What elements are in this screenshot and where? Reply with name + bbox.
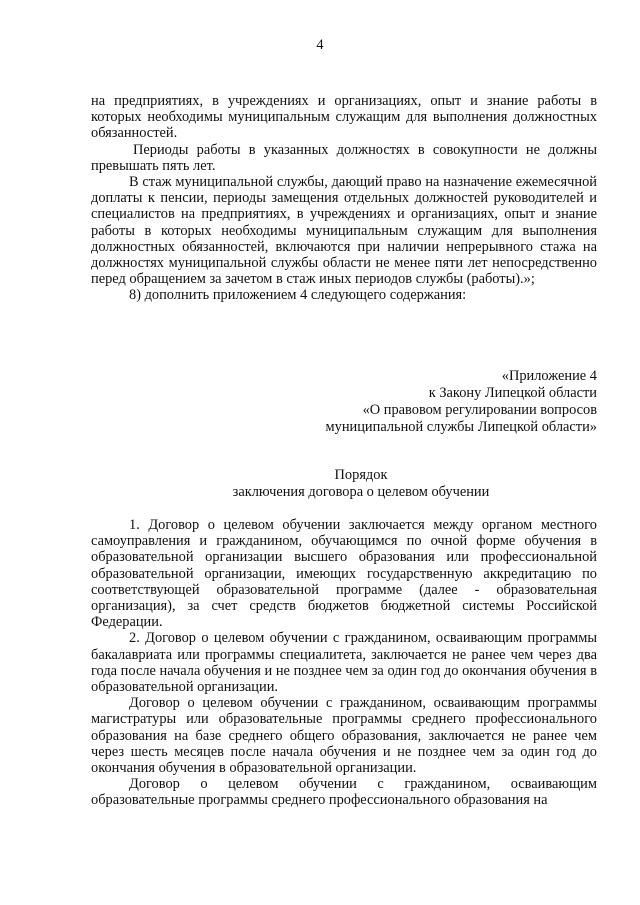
- procedure-body: [91, 517, 597, 809]
- appendix-line: муниципальной службы Липецкой области»: [325, 419, 597, 435]
- paragraph: Периоды работы в указанных должностях в совокупности не должны превышать пять лет.: [91, 141, 597, 174]
- paragraph: Договор о целевом обучении с гражданином, осваивающим программы магистратуры или образовательные программы среднего профессионального образования на базе среднего общего образования, заключается не ранее чем через шесть месяцев после начала обучения и не позднее чем за один год до окончания обучения в образовательной организации.: [91, 695, 597, 777]
- section-heading: [91, 467, 597, 501]
- section-title: Порядок: [334, 467, 388, 483]
- paragraph: 2. Договор о целевом обучении с гражданином, осваивающим программы бакалавриата или программы специалитета, заключается не ранее чем через два года после начала обучения и не позднее чем за один год до окончания обучения в образовательной организации.: [91, 630, 597, 696]
- appendix-header: [277, 368, 597, 436]
- page-number: 4: [316, 37, 324, 53]
- paragraph: на предприятиях, в учреждениях и организациях, опыт и знание работы в которых необходимы муниципальным служащим для выполнения должностных обязанностей.: [91, 93, 597, 142]
- top-section: [91, 93, 597, 304]
- paragraph: 1. Договор о целевом обучении заключается между органом местного самоуправления и гражданином, обучающимся по очной форме обучения в образовательной организации высшего образования или профессиональной образовательной организации, имеющих государственную аккредитацию по соответствующей образовательной программе (далее - образовательная организация), за счет средств бюджетов бюджетной системы Российской Федерации.: [91, 517, 597, 631]
- section-subtitle: заключения договора о целевом обучении: [232, 484, 490, 500]
- paragraph: 8) дополнить приложением 4 следующего содержания:: [129, 287, 467, 304]
- paragraph: Договор о целевом обучении с гражданином, осваивающим образовательные программы среднего профессионального образования на: [91, 776, 597, 809]
- appendix-line: к Закону Липецкой области: [428, 385, 597, 401]
- appendix-line: «О правовом регулировании вопросов: [362, 402, 597, 418]
- appendix-line: «Приложение 4: [501, 368, 597, 384]
- paragraph: В стаж муниципальной службы, дающий право на назначение ежемесячной доплаты к пенсии, периоды замещения отдельных должностей руководителей и специалистов на предприятиях, в учреждениях и организациях, опыт и знание работы в которых необходимы муниципальным служащим для выполнения должностных обязанностей, включаются при наличии непрерывного стажа на должностях муниципальной службы области не менее пяти лет непосредственно перед обращением за зачетом в стаж иных периодов службы (работы).»;: [91, 174, 597, 288]
